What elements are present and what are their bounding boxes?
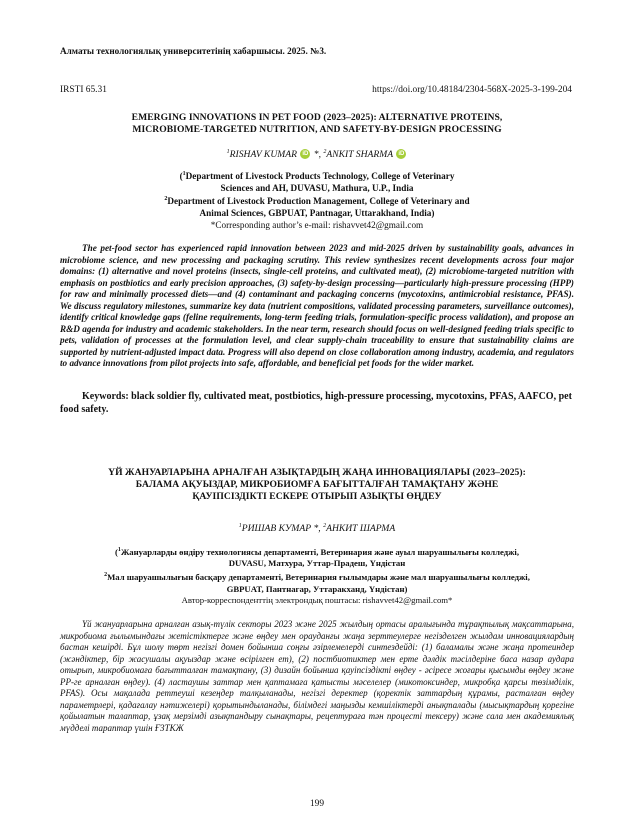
kz-author1-name: РИШАВ КУМАР <box>241 523 312 535</box>
orcid-icon[interactable]: iD <box>302 151 309 158</box>
english-affiliations <box>60 169 574 231</box>
kz-affiliation-2-line-2 <box>60 584 574 596</box>
affiliation-1-text: Department of Livestock Products Technology, College of Veterinary <box>185 171 455 182</box>
kz-author-separator: *, <box>311 523 324 535</box>
kz-affiliation-1-line-1: ($^1$Жануарларды өндіру технологиясы департаменті, Ветеринария және ауыл шаруашылығы колледжі, <box>115 546 519 557</box>
english-abstract: The pet-food sector has experienced rapid innovation between 2023 and mid-2025 driven by sustainability goals, advances in microbiome science, and new processing and packaging scrutiny. This review synthesizes recent developments across four major domains: (1) alternative and novel proteins (insects, single-cell proteins, and cultivated meat), (2) microbiome-targeted nutrition with emphasis on postbiotics and early precision approaches, (3) safety-by-design processing—particularly high-pressure processing (HPP) for raw and minimally processed diets—and (4) contaminant and packaging concerns (mycotoxins, antimicrobial resistance, PFAS). We discuss regulatory milestones, summarize key data (nutrient compositions, validated processing parameters, surveillance outcomes), identify critical knowledge gaps (feline requirements, long-term feeding trials, formulation-specific process validation), and propose an R&D agenda for industry and academic stakeholders. In the near term, research should focus on well-designed feeding trials specific to pets, validation of processes at the formulation level, and clear supply-chain traceability to ensure that sustainability claims are supported by nutrient-adjusted impact data. Progress will also depend on close collaboration among industry, academia, and regulators to advance innovations from pilot projects into safe, affordable, and beneficial pet foods for the wider market. <box>60 243 574 369</box>
affiliation-2-line-1 <box>60 194 574 208</box>
kazakh-title-line-2: БАЛАМА АҚУЫЗДАР, МИКРОБИОМҒА БАҒЫТТАЛҒАН ТАМАҚТАНУ ЖӘНЕ <box>135 479 499 490</box>
corresponding-email: *Corresponding author’s e-mail: rishavvet42@gmail.com <box>210 219 424 230</box>
affiliation-1-text-2: Sciences and AH, DUVASU, Mathura, U.P., India <box>220 182 414 193</box>
english-title-line-2: MICROBIOME-TARGETED NUTRITION, AND SAFETY-BY-DESIGN PROCESSING <box>132 124 502 135</box>
affiliation-2-text: Department of Livestock Production Management, College of Veterinary and <box>167 196 470 207</box>
author-separator: *, <box>311 149 324 161</box>
affiliation-1-line-2 <box>60 183 574 195</box>
kz-affiliation-1-text-2: DUVASU, Матхура, Уттар-Прадеш, Үндістан <box>228 558 406 569</box>
doi-link[interactable]: https://doi.org/10.48184/2304-568X-2025-3-199-204 <box>372 85 572 95</box>
author2-name: ANKIT SHARMA <box>326 149 393 161</box>
english-title-line-1: EMERGING INNOVATIONS IN PET FOOD (2023–2025): ALTERNATIVE PROTEINS, <box>131 112 503 123</box>
english-authors <box>60 146 574 161</box>
kz-affiliation-1-line-2 <box>60 558 574 570</box>
affiliation-2-text-2: Animal Sciences, GBPUAT, Pantnagar, Uttarakhand, India) <box>199 207 435 218</box>
kazakh-title-line-3: ҚАУІПСІЗДІКТІ ЕСКЕРЕ ОТЫРЫП АЗЫҚТЫ ӨҢДЕУ <box>192 491 442 502</box>
journal-header: Алматы технологиялық университетінің хабаршысы. 2025. №3. <box>60 46 327 56</box>
affiliation-1-superscript: 1 <box>182 171 186 177</box>
kazakh-authors <box>60 520 574 535</box>
kz-author2-superscript: 2 <box>323 523 327 529</box>
orcid-icon[interactable]: iD <box>398 151 405 158</box>
affiliation-2-superscript: 2 <box>164 196 168 203</box>
kazakh-affiliations <box>60 545 574 607</box>
affiliation-2-line-2 <box>60 208 574 220</box>
english-title <box>60 112 574 136</box>
author1-superscript: 1 <box>226 149 230 155</box>
keywords: Keywords: black soldier fly, cultivated meat, postbiotics, high-pressure processing, mycotoxins, PFAS, AAFCO, pet food safety. <box>60 391 572 415</box>
irsti-code: IRSTI 65.31 <box>60 85 107 95</box>
author1-name: RISHAV KUMAR <box>229 149 297 161</box>
kz-affiliation-2-line-1 <box>60 570 574 583</box>
kz-author1-superscript: 1 <box>238 523 242 529</box>
kazakh-title <box>60 467 574 503</box>
kz-affiliation-2-superscript: 2 <box>104 572 108 579</box>
kazakh-title-line-1: ҮЙ ЖАНУАРЛАРЫНА АРНАЛҒАН АЗЫҚТАРДЫҢ ЖАҢА ИННОВАЦИЯЛАРЫ (2023–2025): <box>108 467 526 478</box>
author2-superscript: 2 <box>323 149 327 155</box>
kz-affiliation-2-text-2: GBPUAT, Пантнагар, Уттаракханд, Үндістан) <box>226 583 408 594</box>
kz-author2-name: АНКИТ ШАРМА <box>326 523 396 535</box>
kz-corresponding-email: Автор-корреспонденттің электрондық поштасы: rishavvet42@gmail.com* <box>181 595 453 606</box>
kz-affiliation-1-text: Жануарларды өндіру технологиясы департаменті, Ветеринария және ауыл шаруашылығы колледжі, <box>120 546 519 557</box>
page-number: 199 <box>309 799 325 809</box>
kz-affiliation-1-superscript: 1 <box>117 547 121 553</box>
kazakh-abstract: Үй жануарларына арналған азық-түлік секторы 2023 және 2025 жылдың ортасы аралығында тұрақтылық мақсаттарына, микробиома ғылымындағы жетістіктерге және өңдеу мен орауданғы жаңа зерттеулерге негізделген жылдам инновациялардың бастан кешірді. Бұл шолу төрт негізгі домен бойынша соңғы әзірлемелерді синтездейді: (1) баламалы және жаңа протеиндер (жәндіктер, бір жасушалы ақуыздар және өсірілген ет), (2) постбиотиктер мен ерте дәлдік тәсілдеріне баса назар аудара отырып, микробиомаға бағытталған тамақтану, (3) дизайн бойынша қауіпсіздікті өңдеу - әсіресе жоғары қысымды өңдеу және РР-ге арналған өңдеу). (4) ластаушы заттар мен қаптамаға қатысты мәселелер (микотоксиндер, микробқа қарсы төзімділік, PFAS). Осы мақалада реттеуші кезеңдер талқыланады, негізгі деректер (қоректік заттардың құрамы, расталған өңдеу параметрлері, қадағалау нәтижелері) қорытындыланады, білімдегі маңызды кемшіліктерді анықталады (мысықтардың қорегіне қойылатын талаптар, ұзақ мерзімді азықтандыру сынақтары, рецептураға тән процесті тексеру) және сала мен академиялық мүдделі тараптар үшін ҒЗТКЖ <box>60 619 574 733</box>
kz-affiliation-2-text: Мал шаруашылығын басқару департаменті, Ветеринария ғылымдары және мал шаруашылығы колледжі, <box>107 571 530 582</box>
affiliation-1-line-1: ($^1$Department of Livestock Products Technology, College of Veterinary <box>179 171 455 182</box>
